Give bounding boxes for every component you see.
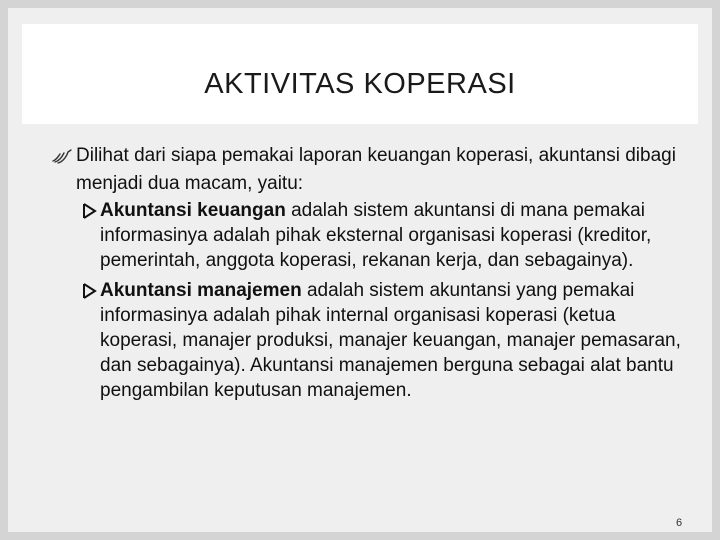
term-label: Akuntansi manajemen bbox=[100, 280, 302, 301]
flourish-bullet-icon bbox=[52, 143, 76, 171]
list-item-financial-accounting bbox=[82, 198, 690, 273]
arrow-bullet-icon bbox=[82, 278, 100, 303]
lead-paragraph bbox=[52, 143, 692, 196]
term-description: adalah sistem akuntansi di mana pemakai informasinya adalah pihak eksternal organisasi koperasi (kreditor, pemerintah, anggota koperasi, rekanan kerja, dan sebagainya). bbox=[100, 200, 652, 271]
slide-content bbox=[52, 143, 692, 408]
list-item-text bbox=[100, 278, 690, 403]
title-box bbox=[22, 24, 698, 124]
list-item-text bbox=[100, 198, 690, 273]
list-item-management-accounting bbox=[82, 278, 690, 403]
arrow-bullet-icon bbox=[82, 198, 100, 223]
slide bbox=[8, 8, 712, 532]
term-description: adalah sistem akuntansi yang pemakai informasinya adalah pihak internal organisasi koperasi (ketua koperasi, manajer produksi, manajer keuangan, manajer pemasaran, dan sebagainya). Akuntansi manajemen berguna sebagai alat bantu pengambilan keputusan manajemen. bbox=[100, 280, 681, 401]
slide-title: AKTIVITAS KOPERASI bbox=[204, 68, 516, 100]
term-label: Akuntansi keuangan bbox=[100, 200, 286, 221]
lead-text: Dilihat dari siapa pemakai laporan keuangan koperasi, akuntansi dibagi menjadi dua macam, yaitu: bbox=[76, 145, 676, 194]
page-number: 6 bbox=[676, 517, 683, 529]
